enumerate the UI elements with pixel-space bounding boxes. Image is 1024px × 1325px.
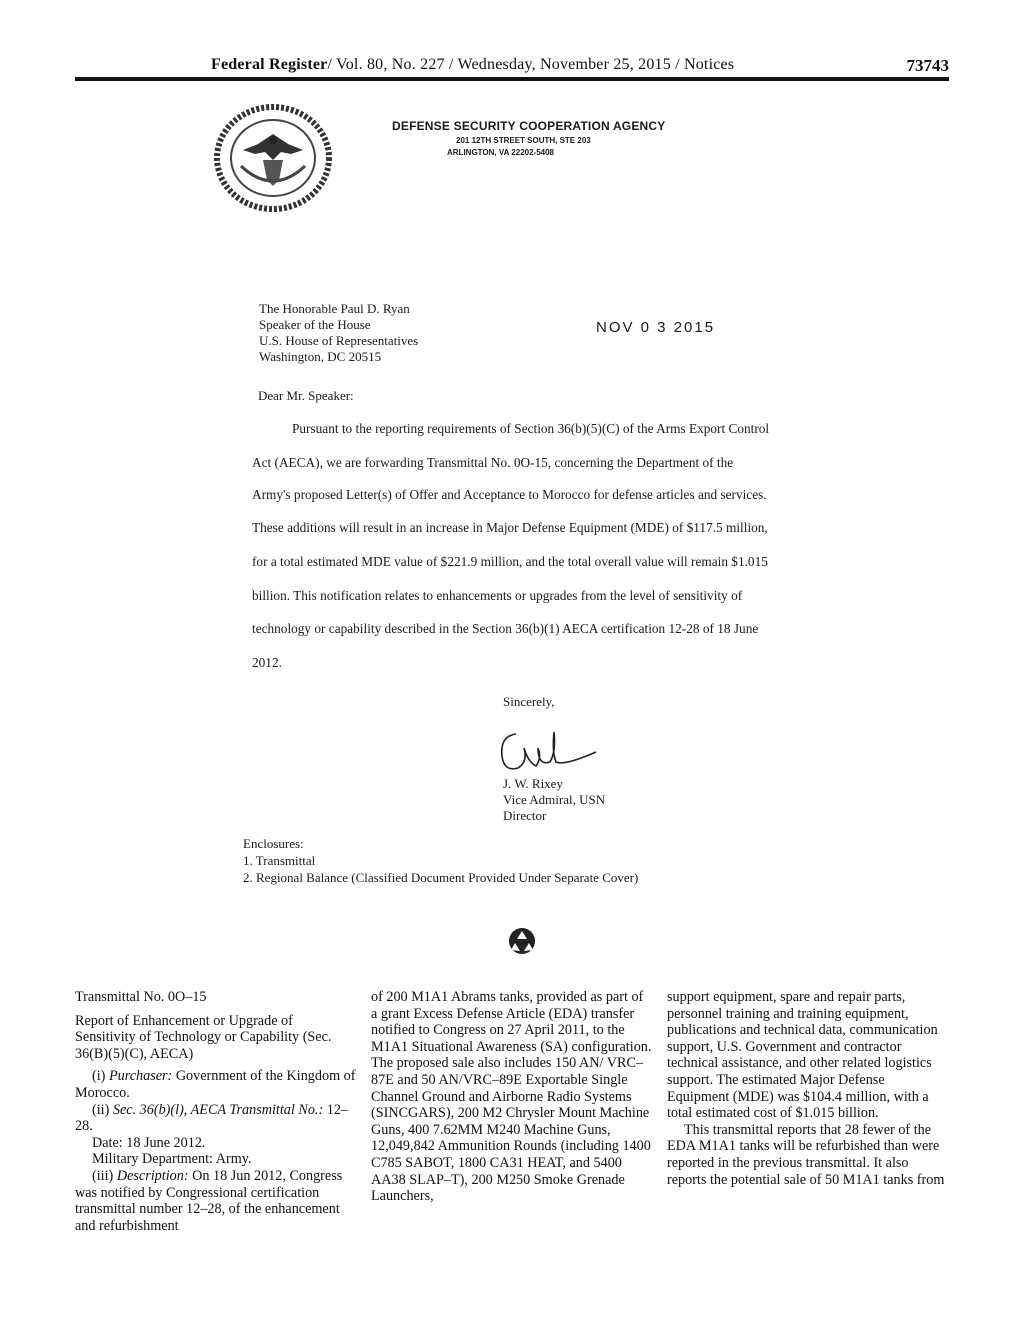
addressee-line: Washington, DC 20515	[259, 349, 382, 364]
date-stamp: NOV 0 3 2015	[596, 319, 716, 336]
letter-body-line: Army's proposed Letter(s) of Offer and Acceptance to Morocco for defense articles and services.	[252, 487, 767, 502]
salutation: Dear Mr. Speaker:	[258, 388, 354, 403]
agency-name: DEFENSE SECURITY COOPERATION AGENCY	[392, 119, 666, 133]
date-line: Date: 18 June 2012.	[92, 1134, 206, 1151]
letter-body-line: for a total estimated MDE value of $221.9 million, and the total overall value will remain $1.015	[252, 554, 768, 569]
enclosure-item: 1. Transmittal	[243, 853, 316, 868]
notice-column-1	[75, 989, 357, 1234]
enclosure-item: 2. Regional Balance (Classified Document Provided Under Separate Cover)	[243, 870, 639, 885]
page-header	[75, 56, 949, 78]
enclosures-label: Enclosures:	[243, 836, 304, 851]
issue-details: / Vol. 80, No. 227 / Wednesday, November 25, 2015 / Notices	[327, 56, 735, 73]
item-term: Sec. 36(b)(l), AECA Transmittal No.:	[112, 1101, 324, 1118]
military-department-line: Military Department: Army.	[92, 1151, 252, 1168]
item-label: (iii)	[92, 1167, 114, 1184]
addressee-line: Speaker of the House	[259, 317, 371, 332]
item-text: Government of the Kingdom of Morocco.	[75, 1068, 356, 1101]
transmittal-item	[75, 1102, 357, 1135]
item-term: Description:	[116, 1167, 189, 1184]
addressee-line: The Honorable Paul D. Ryan	[259, 301, 410, 316]
agency-address-line: ARLINGTON, VA 22202-5408	[447, 148, 555, 157]
letter-body-line: Act (AECA), we are forwarding Transmittal No. 0O-15, concerning the Department of the	[252, 455, 734, 470]
signer-title: Director	[503, 808, 547, 823]
header-rule	[75, 77, 949, 81]
signer-rank: Vice Admiral, USN	[503, 792, 606, 807]
page-number: 73743	[906, 56, 949, 75]
letter-body-line: These additions will result in an increase in Major Defense Equipment (MDE) of $117.5 million,	[252, 520, 768, 535]
description-continued: support equipment, spare and repair parts, personnel training and training equipment, publications and technical data, communication support, U.S. Government and contractor technical assistance, and other related logistics support. The estimated Major Defense Equipment (MDE) was $104.4 million, with a total estimated cost of $1.015 billion.	[667, 989, 938, 1122]
transmittal-report-paragraph: This transmittal reports that 28 fewer of the EDA M1A1 tanks will be refurbished than were reported in the previous transmittal. It also reports the potential sale of 50 M1A1 tanks from	[667, 1121, 945, 1188]
addressee-line: U.S. House of Representatives	[259, 333, 419, 348]
register-name: Federal Register	[211, 56, 328, 73]
report-title: Report of Enhancement or Upgrade of Sensitivity of Technology or Capability (Sec. 36(B)(5)(C), AECA)	[75, 1012, 332, 1062]
item-label: (i)	[92, 1068, 106, 1085]
description-continued: of 200 M1A1 Abrams tanks, provided as part of a grant Excess Defense Article (EDA) transfer notified to Congress on 27 April 2011, to the M1A1 Situational Awareness (SA) configuration. The proposed sale also includes 150 AN/ VRC–87E and 50 AN/VRC–89E Exportable Single Channel Ground and Airborne Radio Systems (SINCGARS), 200 M2 Chrysler Mount Machine Guns, 400 7.62MM M240 Machine Guns, 12,049,842 Ammunition Rounds (including 1400 C785 SABOT, 1800 CA31 HEAT, and 5400 AA38 SLAP–T), 200 M250 Smoke Grenade Launchers,	[371, 989, 652, 1205]
signature-image	[494, 722, 600, 784]
closing: Sincerely,	[503, 694, 555, 709]
letter-body-line: 2012.	[252, 655, 282, 670]
recycle-icon	[507, 926, 537, 956]
notice-column-2	[371, 989, 653, 1205]
letter-body-line: technology or capability described in the Section 36(b)(1) AECA certification 12-28 of 18 June	[252, 621, 759, 636]
item-text: On 18 Jun 2012, Congress was notified by Congressional certification transmittal number 12–28, of the enhancement and refurbishment	[75, 1167, 343, 1234]
agency-address-line: 201 12TH STREET SOUTH, STE 203	[456, 136, 591, 145]
item-text: 12–28.	[75, 1101, 349, 1135]
description-item	[75, 1168, 357, 1234]
letter-body-line: Pursuant to the reporting requirements of Section 36(b)(5)(C) of the Arms Export Control	[292, 421, 770, 436]
dod-seal-icon	[213, 104, 333, 212]
item-term: Purchaser:	[108, 1068, 173, 1085]
transmittal-number: Transmittal No. 0O–15	[75, 989, 207, 1005]
letter-body-line: billion. This notification relates to enhancements or upgrades from the level of sensitivity of	[252, 588, 743, 603]
purchaser-item	[75, 1068, 357, 1101]
item-label: (ii)	[92, 1101, 110, 1118]
notice-column-3	[667, 989, 949, 1188]
running-head	[211, 56, 734, 74]
signer-name: J. W. Rixey	[503, 776, 563, 791]
